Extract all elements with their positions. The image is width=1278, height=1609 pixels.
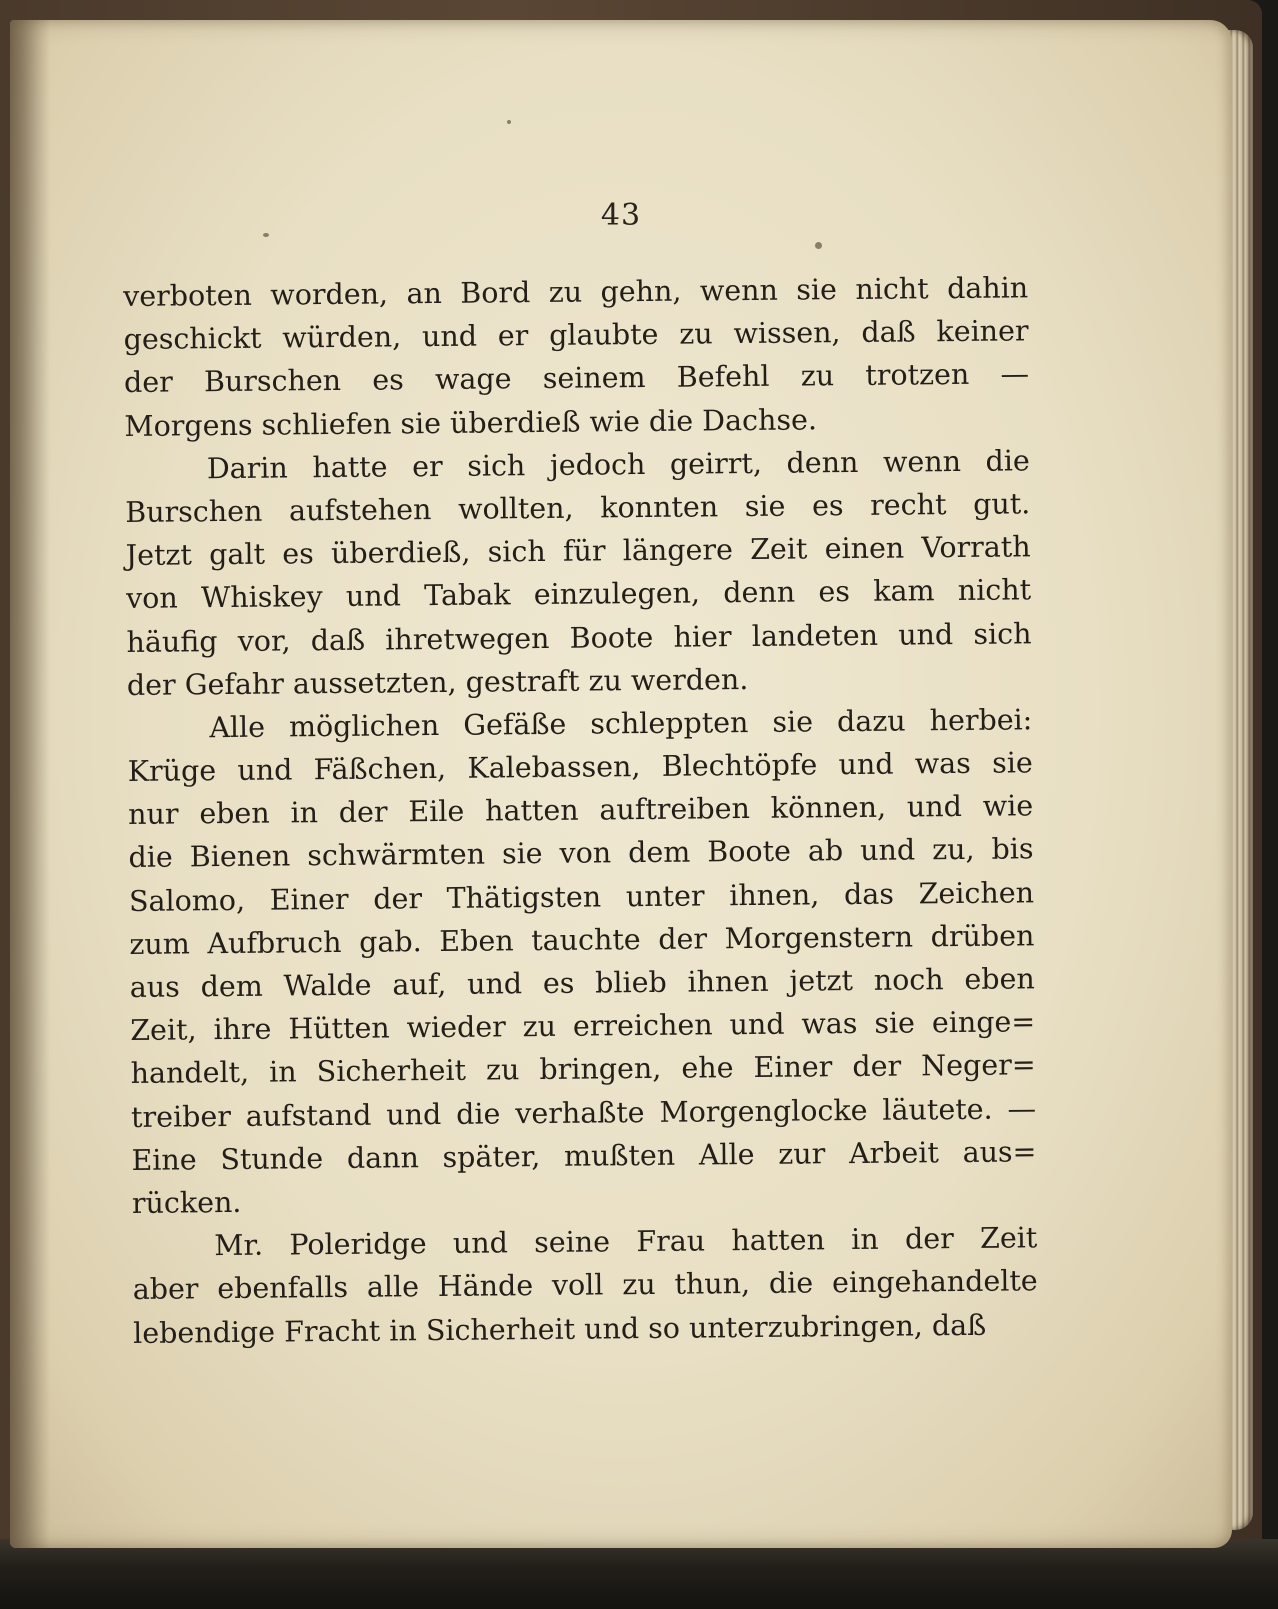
text-line: Krüge und Fäßchen, Kalebassen, Blechtöpfe und was sie — [127, 746, 1033, 789]
ink-speck — [815, 242, 822, 249]
text-line: häufig vor, daß ihretwegen Boote hier landeten und sich — [126, 616, 1032, 659]
text-line: Alle möglichen Gefäße schleppten sie dazu herbei: — [209, 703, 1033, 745]
paragraph — [125, 439, 1032, 707]
text-line: aus dem Walde auf, und es blieb ihnen jetzt noch eben — [129, 962, 1035, 1004]
paragraph — [132, 1216, 1038, 1354]
text-line: lebendige Fracht in Sicherheit und so unterzubringen, daß — [132, 1308, 987, 1350]
paragraph — [127, 698, 1037, 1225]
text-line: der Gefahr aussetzten, gestraft zu werden. — [126, 662, 749, 702]
text-line: Mr. Poleridge und seine Frau hatten in der Zeit — [214, 1221, 1038, 1263]
text-line: Zeit, ihre Hütten wieder zu erreichen und was sie einge= — [130, 1005, 1036, 1048]
text-line: Salomo, Einer der Thätigsten unter ihnen, das Zeichen — [128, 875, 1035, 918]
text-line: Jetzt galt es überdieß, sich für längere Zeit einen Vorrath — [125, 530, 1031, 573]
text-line: rücken. — [131, 1185, 242, 1220]
text-line: der Burschen es wage seinem Befehl zu trotzen — — [123, 357, 1030, 400]
page-gutter — [10, 20, 50, 1548]
background-surface — [0, 1539, 1278, 1609]
text-line: zum Aufbruch gab. Eben tauchte der Morgenstern drüben — [129, 919, 1035, 961]
text-line: geschickt würden, und er glaubte zu wissen, daß keiner — [123, 314, 1029, 357]
text-line: verboten worden, an Bord zu gehn, wenn sie nicht dahin — [123, 271, 1029, 313]
book-page — [10, 20, 1232, 1548]
text-line: von Whiskey und Tabak einzulegen, denn es kam nicht — [125, 573, 1032, 616]
ink-speck — [507, 120, 511, 124]
text-line: aber ebenfalls alle Hände voll zu thun, die eingehandelte — [132, 1264, 1038, 1307]
text-line: nur eben in der Eile hatten auftreiben können, und wie — [128, 789, 1034, 832]
text-line: treiber aufstand und die verhaßte Morgenglocke läutete. — — [130, 1091, 1037, 1134]
ink-speck — [263, 233, 269, 237]
text-line: die Bienen schwärmten sie von dem Boote ab und zu, bis — [128, 832, 1034, 875]
text-line: handelt, in Sicherheit zu bringen, ehe Einer der Neger= — [130, 1048, 1036, 1091]
page-number: 43 — [600, 198, 642, 233]
text-line: Morgens schliefen sie überdieß wie die Dachse. — [124, 402, 818, 443]
paragraph — [123, 266, 1030, 447]
text-line: Eine Stunde dann später, mußten Alle zur Arbeit aus= — [131, 1135, 1037, 1177]
text-line: Burschen aufstehen wollten, konnten sie es recht gut. — [125, 487, 1031, 529]
body-text — [123, 266, 1038, 1354]
text-line: Darin hatte er sich jedoch geirrt, denn wenn die — [206, 444, 1030, 485]
